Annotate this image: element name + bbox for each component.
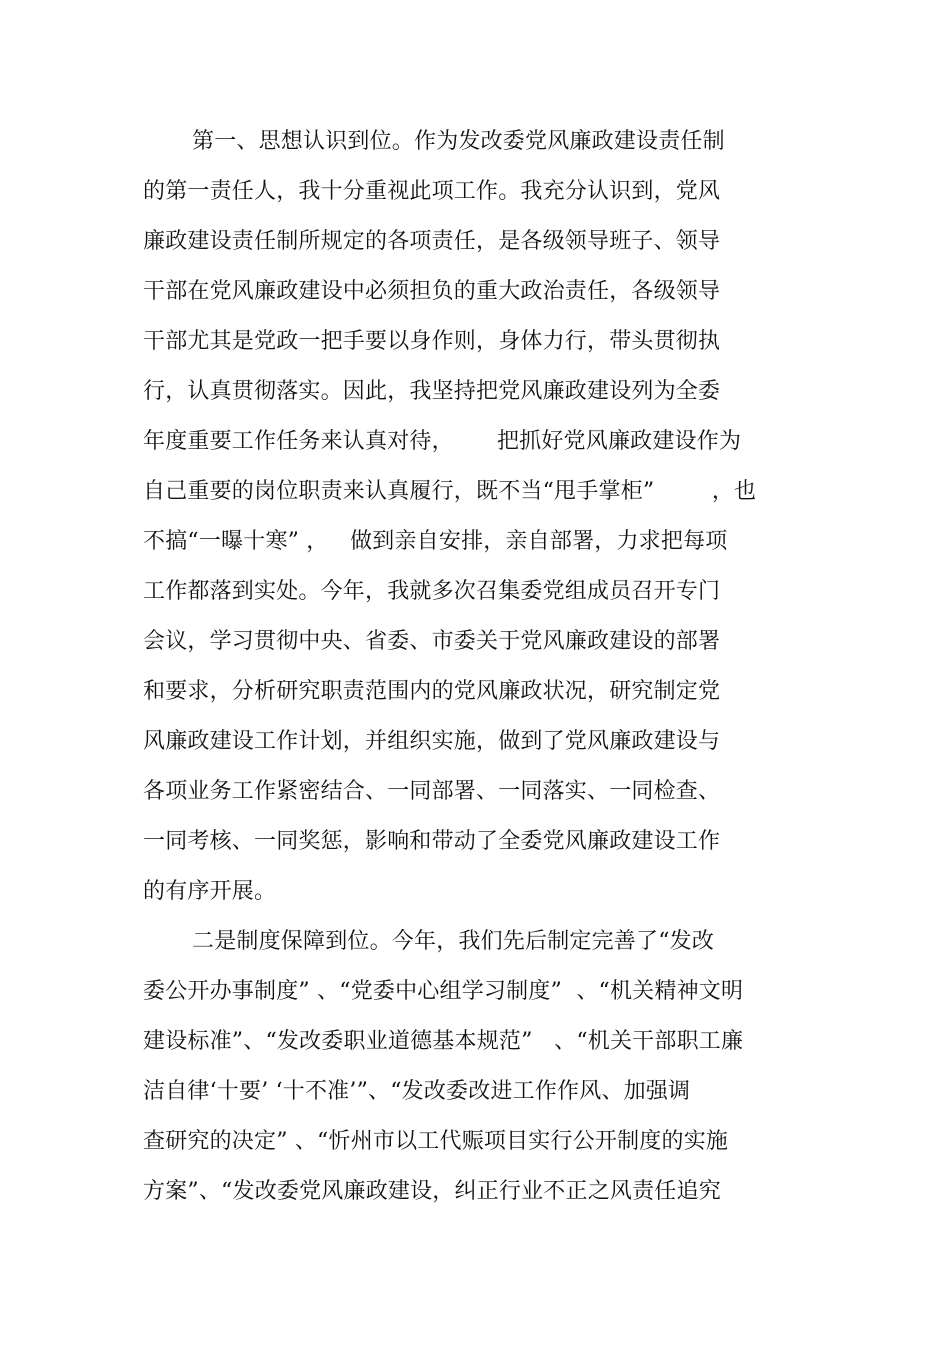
paragraph-1-line-14: 各项业务工作紧密结合、一同部署、一同落实、一同检查、 [143,779,721,804]
paragraph-2-line-2: 委公开办事制度” 、“党委中心组学习制度” 、“机关精神文明 [143,979,744,1004]
paragraph-1-line-3: 廉政建设责任制所规定的各项责任，是各级领导班子、领导 [143,229,721,254]
paragraph-1-line-9: 不搞“一曝十寒” ， 做到亲自安排，亲自部署，力求把每项 [143,529,728,554]
paragraph-1-line-13: 风廉政建设工作计划，并组织实施，做到了党风廉政建设与 [143,729,721,754]
paragraph-1-line-4: 干部在党风廉政建设中必须担负的重大政治责任，各级领导 [143,279,721,304]
paragraph-1-line-10: 工作都落到实处。今年，我就多次召集委党组成员召开专门 [143,579,721,604]
paragraph-1-line-2: 的第一责任人，我十分重视此项工作。我充分认识到，党风 [143,179,721,204]
paragraph-1-line-11: 会议，学习贯彻中央、省委、市委关于党风廉政建设的部署 [143,629,721,654]
paragraph-1-line-16: 的有序开展。 [143,879,277,904]
paragraph-2-line-6: 方案”、“发改委党风廉政建设，纠正行业不正之风责任追究 [143,1179,721,1204]
paragraph-2-line-1: 二是制度保障到位。今年，我们先后制定完善了“发改 [192,929,715,954]
paragraph-1-line-12: 和要求，分析研究职责范围内的党风廉政状况，研究制定党 [143,679,721,704]
paragraph-2-line-4: 洁自律‘十要’ ‘十不准’”、“发改委改进工作作风、加强调 [143,1079,691,1104]
paragraph-1-line-6: 行，认真贯彻落实。因此，我坚持把党风廉政建设列为全委 [143,379,721,404]
paragraph-2-line-3: 建设标准”、“发改委职业道德基本规范” 、“机关干部职工廉 [143,1029,744,1054]
paragraph-1-line-8: 自己重要的岗位职责来认真履行，既不当“甩手掌柜” ，也 [143,479,757,504]
paragraph-1-line-5: 干部尤其是党政一把手要以身作则，身体力行，带头贯彻执 [143,329,721,354]
paragraph-2-line-5: 查研究的决定” 、“忻州市以工代赈项目实行公开制度的实施 [143,1129,729,1154]
paragraph-1-line-15: 一同考核、一同奖惩，影响和带动了全委党风廉政建设工作 [143,829,721,854]
paragraph-1-line-7: 年度重要工作任务来认真对待， 把抓好党风廉政建设作为 [143,429,742,454]
paragraph-1-line-1: 第一、思想认识到位。作为发改委党风廉政建设责任制 [192,129,725,154]
